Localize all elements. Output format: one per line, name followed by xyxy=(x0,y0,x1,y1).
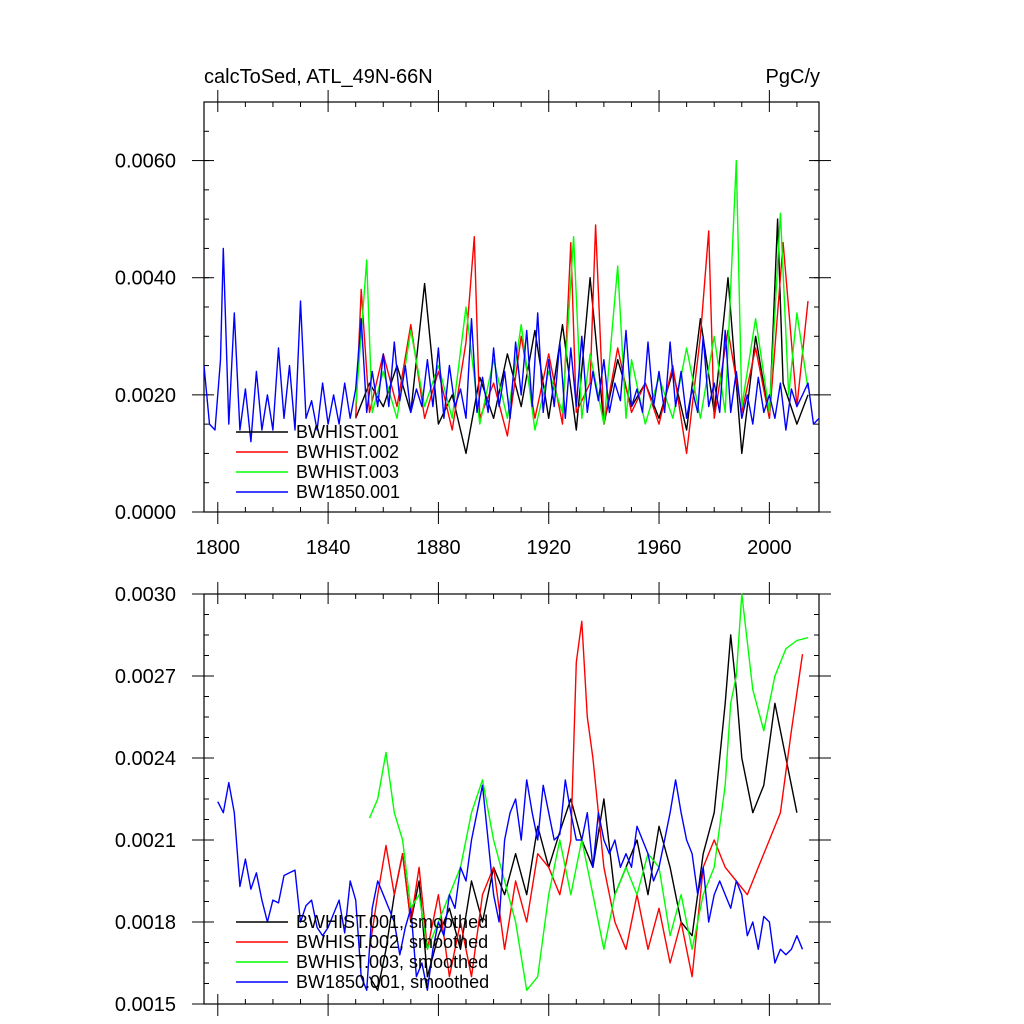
y-tick-label: 0.0030 xyxy=(114,584,176,606)
x-tick-label: 1920 xyxy=(526,537,571,559)
legend-label: BW1850.001, smoothed xyxy=(296,972,490,992)
bottom-legend xyxy=(236,912,489,992)
x-tick-label: 2000 xyxy=(747,537,792,559)
y-tick-label: 0.0000 xyxy=(114,502,176,524)
y-tick-label: 0.0020 xyxy=(114,384,176,407)
top-legend xyxy=(236,422,400,502)
x-tick-label: 1960 xyxy=(636,537,682,559)
legend-label: BWHIST.002, smoothed xyxy=(296,932,489,952)
y-tick-label: 0.0018 xyxy=(114,912,176,934)
legend-label: BWHIST.002 xyxy=(296,442,400,462)
y-tick-label: 0.0027 xyxy=(114,666,176,688)
x-tick-label: 1840 xyxy=(305,537,351,559)
y-tick-label: 0.0040 xyxy=(114,267,176,290)
legend-label: BWHIST.001 xyxy=(296,422,400,442)
x-tick-label: 1880 xyxy=(416,537,461,559)
top-panel xyxy=(115,66,831,559)
legend-label: BW1850.001 xyxy=(296,482,401,502)
legend-label: BWHIST.003 xyxy=(296,462,400,482)
legend-label: BWHIST.003, smoothed xyxy=(296,952,489,972)
y-tick-label: 0.0060 xyxy=(114,150,176,173)
y-tick-label: 0.0015 xyxy=(114,994,176,1016)
legend-label: BWHIST.001, smoothed xyxy=(296,912,489,932)
x-tick-label: 1800 xyxy=(195,537,241,559)
series-line-4 xyxy=(204,248,819,441)
y-tick-label: 0.0024 xyxy=(114,748,176,770)
chart-title: calcToSed, ATL_49N-66N xyxy=(204,66,433,88)
top-series-group xyxy=(204,161,819,454)
units-label: PgC/y xyxy=(765,66,820,88)
bottom-panel xyxy=(115,582,831,1016)
y-tick-label: 0.0021 xyxy=(114,830,176,852)
